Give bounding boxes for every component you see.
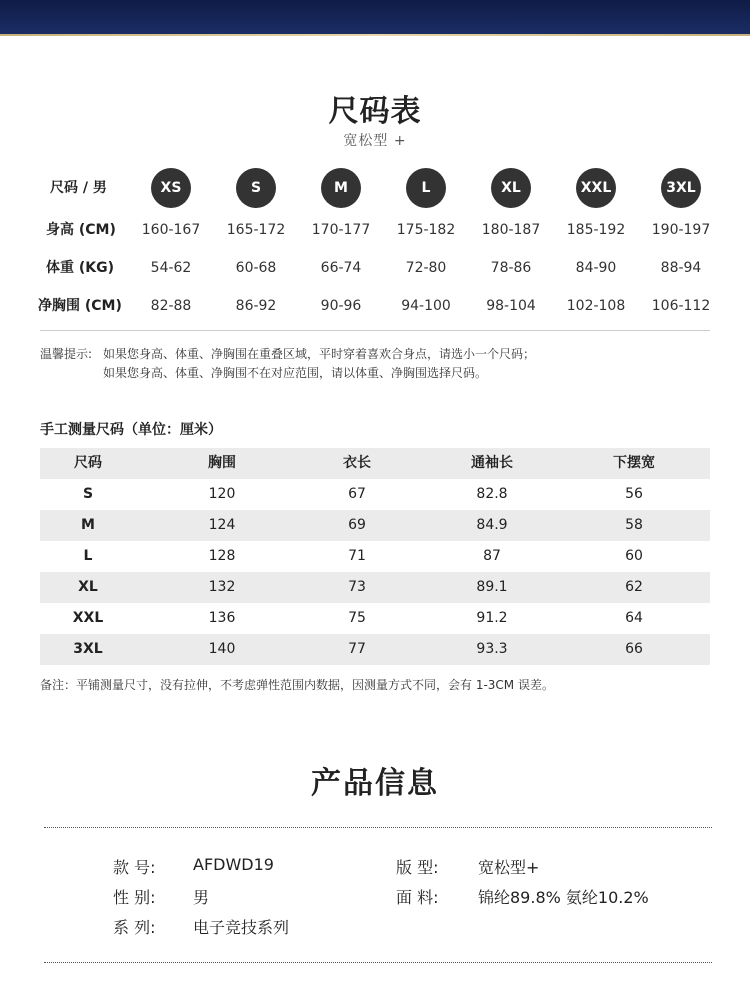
table-cell: 120 xyxy=(208,486,236,502)
fit-value: 宽松型+ xyxy=(478,858,540,877)
row-label-height: 身高 (CM) xyxy=(46,222,116,238)
fabric-label: 面 料: xyxy=(396,888,439,907)
size-badge: XL xyxy=(491,168,531,208)
height-cell: 190-197 xyxy=(651,222,711,238)
size-badge: S xyxy=(236,168,276,208)
measure-title: 手工测量尺码（单位：厘米） xyxy=(40,422,222,438)
table-row xyxy=(40,510,710,541)
weight-cell: 54-62 xyxy=(150,260,192,276)
header-gold-line xyxy=(0,34,750,36)
height-cell: 170-177 xyxy=(311,222,371,238)
dotted-divider-bottom xyxy=(44,962,712,963)
tip-line-2: 如果您身高、体重、净胸围不在对应范围，请以体重、净胸围选择尺码。 xyxy=(103,366,488,380)
chest-cell: 102-108 xyxy=(566,298,626,314)
weight-cell: 78-86 xyxy=(490,260,532,276)
fabric-value: 锦纶89.8% 氨纶10.2% xyxy=(478,888,649,907)
weight-cell: 84-90 xyxy=(575,260,617,276)
header-length: 衣长 xyxy=(343,455,371,471)
row-label-size: 尺码 / 男 xyxy=(50,180,107,196)
table-cell: 69 xyxy=(348,517,366,533)
table-cell: 132 xyxy=(208,579,236,595)
size-badge: XXL xyxy=(576,168,616,208)
chest-cell: 106-112 xyxy=(651,298,711,314)
row-label-weight: 体重 (KG) xyxy=(46,260,115,276)
table-row xyxy=(40,634,710,665)
tip-label: 温馨提示: xyxy=(40,347,93,361)
divider xyxy=(40,330,710,331)
table-cell: 58 xyxy=(625,517,643,533)
height-cell: 175-182 xyxy=(396,222,456,238)
chest-cell: 90-96 xyxy=(320,298,362,314)
size-row xyxy=(0,168,750,208)
size-chart-title: 尺码表 xyxy=(328,94,422,129)
series-label: 系 列: xyxy=(113,918,156,937)
style-no-value: AFDWD19 xyxy=(193,855,274,874)
table-cell: 140 xyxy=(208,641,236,657)
table-row xyxy=(40,541,710,572)
table-cell: 75 xyxy=(348,610,366,626)
table-cell: 62 xyxy=(625,579,643,595)
height-cell: 160-167 xyxy=(141,222,201,238)
table-cell: 93.3 xyxy=(476,641,508,657)
table-cell: 91.2 xyxy=(476,610,508,626)
table-cell: XXL xyxy=(72,610,104,626)
table-cell: 89.1 xyxy=(476,579,508,595)
table-row xyxy=(40,479,710,510)
weight-cell: 66-74 xyxy=(320,260,362,276)
size-badge: M xyxy=(321,168,361,208)
size-badge: XS xyxy=(151,168,191,208)
table-cell: 82.8 xyxy=(476,486,508,502)
header-hem: 下摆宽 xyxy=(613,455,655,471)
size-badge: 3XL xyxy=(661,168,701,208)
table-cell: L xyxy=(83,548,93,564)
table-cell: 73 xyxy=(348,579,366,595)
table-cell: M xyxy=(81,517,95,533)
header-sleeve: 通袖长 xyxy=(471,455,513,471)
table-cell: 71 xyxy=(348,548,366,564)
table-cell: 87 xyxy=(483,548,501,564)
table-cell: XL xyxy=(78,579,98,595)
measure-table xyxy=(40,448,710,665)
table-cell: 56 xyxy=(625,486,643,502)
gender-label: 性 别: xyxy=(113,888,156,907)
height-cell: 180-187 xyxy=(481,222,541,238)
weight-cell: 72-80 xyxy=(405,260,447,276)
height-cell: 165-172 xyxy=(226,222,286,238)
size-badge: L xyxy=(406,168,446,208)
table-cell: 136 xyxy=(208,610,236,626)
table-cell: 128 xyxy=(208,548,236,564)
table-row xyxy=(40,572,710,603)
product-info-title: 产品信息 xyxy=(311,766,439,801)
table-row xyxy=(40,603,710,634)
style-no-label: 款 号: xyxy=(113,858,156,877)
header-size: 尺码 xyxy=(74,455,102,471)
size-chart-subtitle: 宽松型 + xyxy=(343,133,407,149)
table-cell: 124 xyxy=(208,517,236,533)
chest-cell: 98-104 xyxy=(486,298,536,314)
table-cell: 84.9 xyxy=(476,517,508,533)
chest-row xyxy=(0,286,750,326)
table-cell: 67 xyxy=(348,486,366,502)
chest-cell: 82-88 xyxy=(150,298,192,314)
table-cell: S xyxy=(82,486,94,502)
table-cell: 60 xyxy=(625,548,643,564)
gender-value: 男 xyxy=(193,888,210,907)
height-row xyxy=(0,210,750,250)
tip-line-1: 如果您身高、体重、净胸围在重叠区域，平时穿着喜欢合身点，请选小一个尺码； xyxy=(103,347,536,361)
row-label-chest: 净胸围 (CM) xyxy=(38,298,122,314)
weight-cell: 88-94 xyxy=(660,260,702,276)
dotted-divider-top xyxy=(44,827,712,828)
fit-label: 版 型: xyxy=(396,858,439,877)
table-cell: 3XL xyxy=(73,641,103,657)
header-band xyxy=(0,0,750,34)
weight-cell: 60-68 xyxy=(235,260,277,276)
weight-row xyxy=(0,248,750,288)
table-cell: 66 xyxy=(625,641,643,657)
table-cell: 64 xyxy=(625,610,643,626)
series-value: 电子竞技系列 xyxy=(193,918,290,937)
header-chest: 胸围 xyxy=(208,455,236,471)
chest-cell: 94-100 xyxy=(401,298,451,314)
height-cell: 185-192 xyxy=(566,222,626,238)
table-header-row xyxy=(40,448,710,479)
table-cell: 77 xyxy=(348,641,366,657)
measure-note: 备注：平铺测量尺寸，没有拉伸，不考虑弹性范围内数据，因测量方式不同，会有 1-3CM 误差。 xyxy=(40,678,554,692)
chest-cell: 86-92 xyxy=(235,298,277,314)
